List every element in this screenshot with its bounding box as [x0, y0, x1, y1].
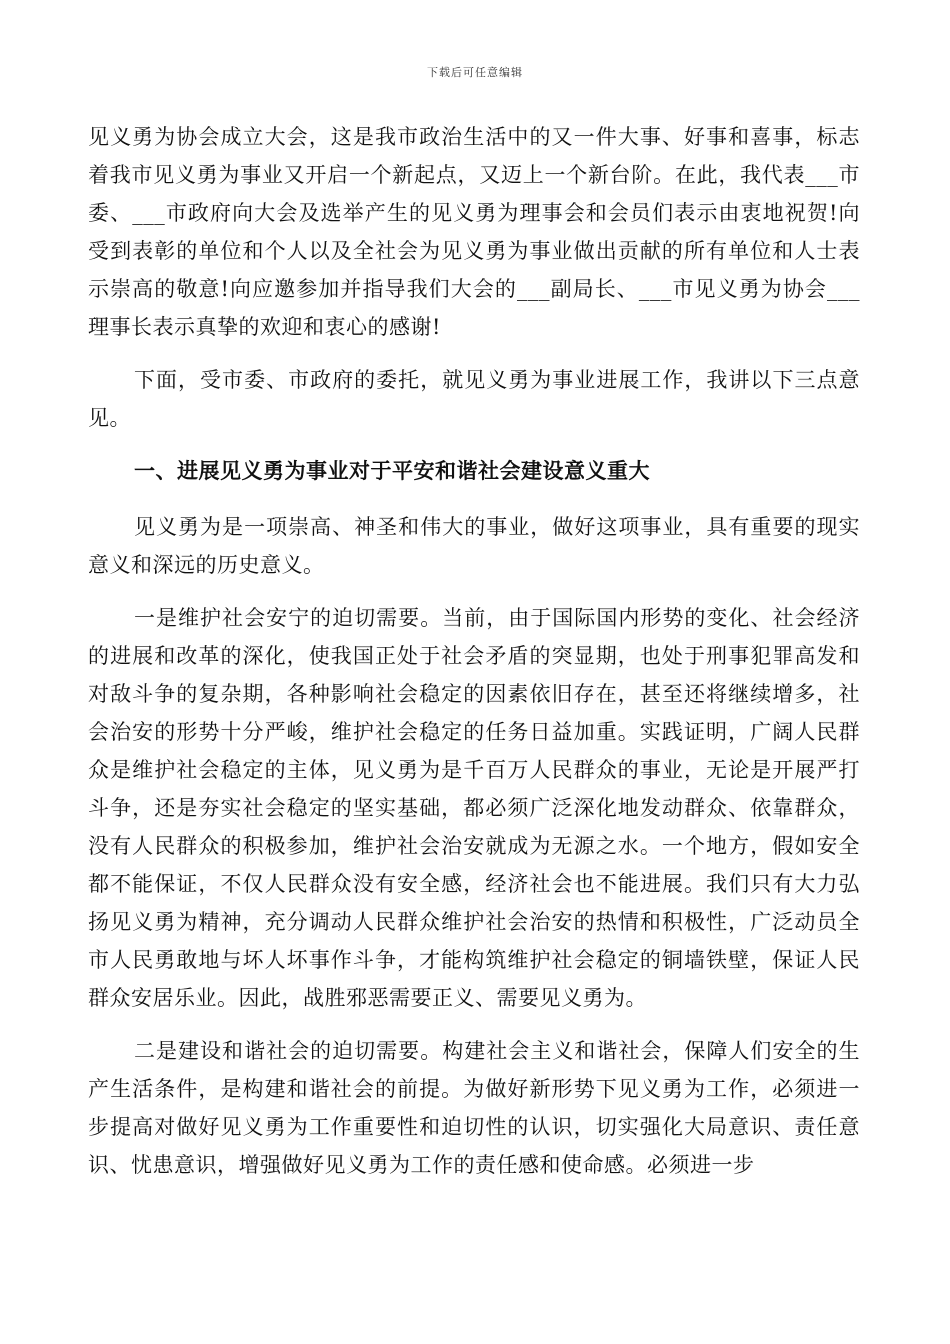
header-note: 下载后可任意编辑 [427, 66, 523, 79]
paragraph-section-1-intro: 见义勇为是一项崇高、神圣和伟大的事业，做好这项事业，具有重要的现实意义和深远的历史意义。 [88, 515, 860, 577]
paragraph-opening: 见义勇为协会成立大会，这是我市政治生活中的又一件大事、好事和喜事，标志着我市见义勇为事业又开启一个新起点，又迈上一个新台阶。在此，我代表___市委、___市政府向大会及选举产生的见义勇为理事会和会员们表示由衷地祝贺!向受到表彰的单位和个人以及全社会为见义勇为事业做出贡献的所有单位和人士表示崇高的敬意!向应邀参加并指导我们大会的___副局长、___市见义勇为协会___理事长表示真挚的欢迎和衷心的感谢! [88, 125, 860, 339]
document-body [88, 118, 860, 1199]
paragraph-intro: 下面，受市委、市政府的委托，就见义勇为事业进展工作，我讲以下三点意见。 [88, 368, 860, 430]
paragraph-point-1: 一是维护社会安宁的迫切需要。当前，由于国际国内形势的变化、社会经济的进展和改革的深化，使我国正处于社会矛盾的突显期，也处于刑事犯罪高发和对敌斗争的复杂期，各种影响社会稳定的因素依旧存在，甚至还将继续增多，社会治安的形势十分严峻，维护社会稳定的任务日益加重。实践证明，广阔人民群众是维护社会稳定的主体，见义勇为是千百万人民群众的事业，无论是开展严打斗争，还是夯实社会稳定的坚实基础，都必须广泛深化地发动群众、依靠群众，没有人民群众的积极参加，维护社会治安就成为无源之水。一个地方，假如安全都不能保证，不仅人民群众没有安全感，经济社会也不能进展。我们只有大力弘扬见义勇为精神，充分调动人民群众维护社会治安的热情和积极性，广泛动员全市人民勇敢地与坏人坏事作斗争，才能构筑维护社会稳定的铜墙铁壁，保证人民群众安居乐业。因此，战胜邪恶需要正义、需要见义勇为。 [88, 606, 860, 1010]
paragraph-point-2: 二是建设和谐社会的迫切需要。构建社会主义和谐社会，保障人们安全的生产生活条件，是构建和谐社会的前提。为做好新形势下见义勇为工作，必须进一步提高对做好见义勇为工作重要性和迫切性的认识，切实强化大局意识、责任意识、忧患意识，增强做好见义勇为工作的责任感和使命感。必须进一步 [88, 1039, 860, 1177]
section-heading-1: 一、进展见义勇为事业对于平安和谐社会建设意义重大 [134, 459, 650, 483]
